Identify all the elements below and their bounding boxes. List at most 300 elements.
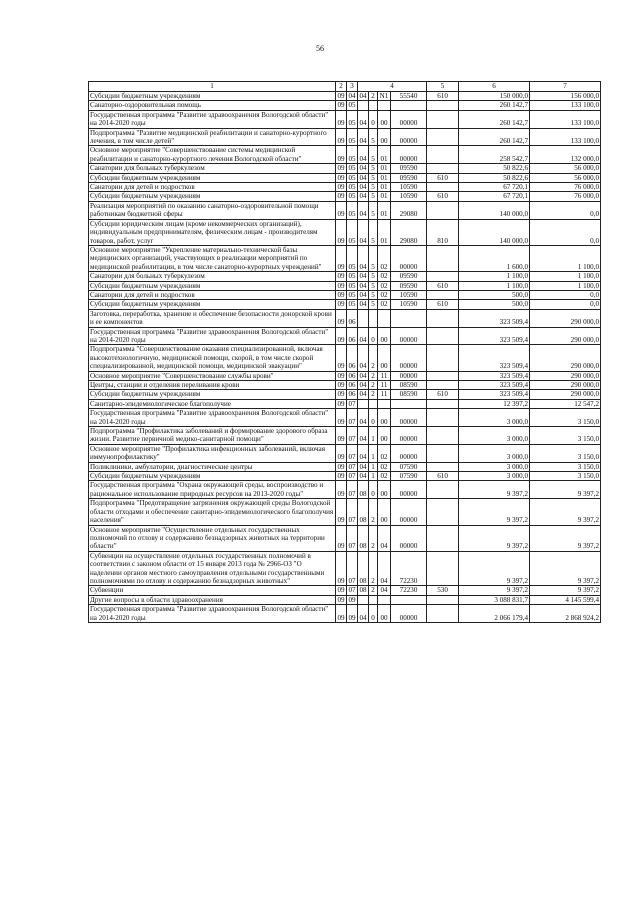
program-code: 04 <box>358 146 369 164</box>
program-code: 08 <box>358 525 369 551</box>
program-code: 08 <box>358 499 369 525</box>
header-cell: 3 <box>347 82 358 92</box>
expense-type-code <box>427 164 459 173</box>
row-name: Поликлиники, амбулатории, диагностические центры <box>89 462 336 471</box>
amount-year-2: 156 000,0 <box>530 92 601 101</box>
amount-year-1: 323 509,4 <box>459 327 530 345</box>
section-code: 09 <box>337 390 345 399</box>
amount-year-1: 258 542,7 <box>459 146 530 164</box>
subsection-code: 05 <box>348 101 356 110</box>
program-code: 04 <box>358 110 369 128</box>
amount-year-2: 133 100,0 <box>530 110 601 128</box>
activity-code: 01 <box>378 219 391 245</box>
subsection-code: 05 <box>347 201 358 219</box>
program-code: 04 <box>359 390 367 399</box>
table-row <box>89 101 601 110</box>
amount-year-2: 133 100,0 <box>530 128 601 146</box>
subsection-code: 07 <box>348 399 356 408</box>
subprogram-code: 2 <box>369 345 378 371</box>
table-row <box>89 499 601 525</box>
activity-code: 11 <box>378 371 391 380</box>
section-code: 09 <box>336 201 347 219</box>
row-name: Субсидии бюджетным учреждениям <box>89 92 336 101</box>
subprogram-code: 1 <box>369 472 378 481</box>
subprogram-code: 0 <box>369 605 378 623</box>
amount-year-2: 132 000,0 <box>530 146 601 164</box>
subsection-code: 05 <box>348 192 356 201</box>
header-cell: 2 <box>336 82 347 92</box>
section-code: 09 <box>336 444 347 462</box>
expense-type-code <box>427 481 459 499</box>
subprogram-code: 5 <box>369 300 378 309</box>
section-code: 09 <box>337 101 345 110</box>
program-code: 04 <box>358 219 369 245</box>
program-code: 08 <box>359 586 367 595</box>
activity-code: 00 <box>378 499 391 525</box>
program-code: 04 <box>359 192 367 201</box>
subprogram-code: 5 <box>369 183 378 192</box>
amount-year-2: 76 000,0 <box>530 183 601 192</box>
section-code: 09 <box>336 481 347 499</box>
activity-code: 00 <box>378 327 391 345</box>
subprogram-code: 0 <box>369 481 378 499</box>
section-code: 09 <box>336 551 347 586</box>
subsection-code: 09 <box>348 595 356 604</box>
expense-type-code <box>427 290 459 299</box>
program-code: 04 <box>359 371 367 380</box>
row-name: Основное мероприятие "Осуществление отдельных государственных полномочий по отлову и содержанию безнадзорных животных на территории области" <box>89 525 336 551</box>
amount-year-2: 290 000,0 <box>530 390 601 399</box>
subprogram-code: 2 <box>369 525 378 551</box>
amount-year-2: 12 547,2 <box>530 399 601 408</box>
amount-year-1: 500,0 <box>459 290 530 299</box>
expense-type-code <box>427 595 459 604</box>
amount-year-1: 3 088 831,7 <box>459 595 530 604</box>
direction-code: 09590 <box>391 272 427 281</box>
program-code <box>358 101 369 110</box>
direction-code: 07590 <box>391 462 427 471</box>
subsection-code: 07 <box>347 427 358 445</box>
direction-code: 07590 <box>391 472 427 481</box>
subprogram-code: 0 <box>369 409 378 427</box>
subsection-code: 07 <box>348 462 356 471</box>
row-name: Подпрограмма "Предотвращение загрязнения окружающей среды Вологодской области отходами и обеспечение санитарно-эпидемиологического благополучия населения" <box>89 499 336 525</box>
program-code: 04 <box>359 173 367 182</box>
activity-code: 00 <box>378 110 391 128</box>
amount-year-2: 56 000,0 <box>530 164 601 173</box>
amount-year-1: 67 720,1 <box>459 183 530 192</box>
program-code: 04 <box>358 128 369 146</box>
amount-year-1: 1 100,0 <box>459 272 530 281</box>
direction-code: 09590 <box>391 173 427 182</box>
direction-code: 09590 <box>391 281 427 290</box>
direction-code: 00000 <box>391 110 427 128</box>
subsection-code: 07 <box>348 472 356 481</box>
expense-type-code <box>427 146 459 164</box>
amount-year-1: 260 142,7 <box>459 128 530 146</box>
direction-code: 10590 <box>391 183 427 192</box>
activity-code: 02 <box>378 472 391 481</box>
row-name: Основное мероприятие "Профилактика инфекционных заболеваний, включая иммунопрофилактику" <box>89 444 336 462</box>
program-code <box>358 399 369 408</box>
table-row <box>89 128 601 146</box>
amount-year-2: 3 150,0 <box>530 444 601 462</box>
section-code: 09 <box>337 399 345 408</box>
activity-code: 00 <box>378 409 391 427</box>
amount-year-1: 9 397,2 <box>459 481 530 499</box>
amount-year-1: 9 397,2 <box>459 499 530 525</box>
amount-year-2: 290 000,0 <box>530 327 601 345</box>
section-code: 09 <box>336 409 347 427</box>
amount-year-2: 0,0 <box>530 290 601 299</box>
program-code: 04 <box>359 281 367 290</box>
activity-code <box>378 595 391 604</box>
program-code: 04 <box>358 444 369 462</box>
section-code: 09 <box>336 146 347 164</box>
expense-type-code <box>427 399 459 408</box>
subprogram-code <box>369 399 378 408</box>
subsection-code: 05 <box>348 290 356 299</box>
table-row <box>89 309 601 327</box>
expense-type-code: 810 <box>427 219 459 245</box>
subsection-code: 07 <box>348 586 356 595</box>
activity-code: 02 <box>378 300 391 309</box>
subsection-code: 06 <box>347 327 358 345</box>
expense-type-code <box>427 427 459 445</box>
table-row <box>89 345 601 371</box>
direction-code: 00000 <box>391 146 427 164</box>
expense-type-code <box>427 444 459 462</box>
section-code: 09 <box>337 173 345 182</box>
row-name: Подпрограмма "Совершенствование оказания специализированной, включая высокотехнологичную, медицинской помощи, скорой, в том числе скорой специализированной, медицинской помощи, медицинской эвакуации" <box>89 345 336 371</box>
expense-type-code: 610 <box>427 300 459 309</box>
activity-code: 02 <box>378 245 391 271</box>
direction-code: 00000 <box>391 605 427 623</box>
program-code: 04 <box>359 381 367 389</box>
direction-code: 09590 <box>391 164 427 173</box>
table-row <box>89 595 601 604</box>
table-row <box>89 444 601 462</box>
subprogram-code <box>369 101 378 110</box>
activity-code: 00 <box>378 481 391 499</box>
direction-code: 00000 <box>391 371 427 380</box>
amount-year-2: 0,0 <box>530 201 601 219</box>
activity-code: 00 <box>378 605 391 623</box>
expense-type-code <box>427 462 459 471</box>
amount-year-2: 56 000,0 <box>530 173 601 182</box>
direction-code: 00000 <box>391 345 427 371</box>
amount-year-2: 290 000,0 <box>530 371 601 380</box>
row-name: Субвенции <box>89 586 336 595</box>
section-code: 09 <box>337 272 345 281</box>
amount-year-2: 290 000,0 <box>530 381 601 390</box>
section-code: 09 <box>336 219 347 245</box>
section-code: 09 <box>337 300 345 309</box>
section-code: 09 <box>337 183 345 192</box>
activity-code: 01 <box>378 201 391 219</box>
program-code <box>358 595 369 604</box>
subsection-code: 06 <box>347 309 358 327</box>
row-name: Субсидии бюджетным учреждениям <box>89 300 336 309</box>
direction-code: 00000 <box>391 327 427 345</box>
program-code: 04 <box>359 462 367 471</box>
amount-year-1: 150 000,0 <box>459 92 530 101</box>
table-row <box>89 399 601 408</box>
subsection-code: 05 <box>348 272 356 281</box>
subprogram-code: 2 <box>369 390 378 399</box>
direction-code: 00000 <box>391 427 427 445</box>
table-row <box>89 281 601 290</box>
activity-code: 00 <box>378 128 391 146</box>
amount-year-1: 3 000,0 <box>459 427 530 445</box>
subsection-code: 05 <box>347 128 358 146</box>
header-cell: 6 <box>459 82 530 92</box>
section-code: 09 <box>337 381 345 389</box>
activity-code: 04 <box>378 525 391 551</box>
amount-year-1: 323 509,4 <box>459 345 530 371</box>
subprogram-code: 5 <box>369 201 378 219</box>
section-code: 09 <box>337 192 345 201</box>
expense-type-code: 610 <box>427 472 459 481</box>
row-name: Подпрограмма "Профилактика заболеваний и формирование здорового образа жизни. Развитие первичной медико-санитарной помощи" <box>89 427 336 445</box>
direction-code: 29080 <box>391 219 427 245</box>
table-row <box>89 173 601 182</box>
subprogram-code: 5 <box>369 281 378 290</box>
table-row <box>89 371 601 380</box>
direction-code: 00000 <box>391 128 427 146</box>
amount-year-1: 323 509,4 <box>459 309 530 327</box>
subsection-code: 07 <box>347 409 358 427</box>
amount-year-1: 1 100,0 <box>459 281 530 290</box>
amount-year-2: 9 397,2 <box>530 499 601 525</box>
amount-year-2: 3 150,0 <box>530 427 601 445</box>
header-cell: 4 <box>358 82 427 92</box>
row-name: Подпрограмма "Развитие медицинской реабилитации и санаторно-курортного лечения, в том числе детей" <box>89 128 336 146</box>
activity-code: 01 <box>378 183 391 192</box>
table-row <box>89 327 601 345</box>
table-row <box>89 409 601 427</box>
amount-year-2: 0,0 <box>530 219 601 245</box>
direction-code: 10590 <box>391 300 427 309</box>
expense-type-code <box>427 345 459 371</box>
row-name: Субсидии бюджетным учреждениям <box>89 173 336 182</box>
expense-type-code <box>427 183 459 192</box>
expense-type-code <box>427 128 459 146</box>
subprogram-code: 1 <box>369 444 378 462</box>
activity-code: 00 <box>378 345 391 371</box>
program-code: 04 <box>359 300 367 309</box>
program-code: 04 <box>359 164 367 173</box>
direction-code: 08590 <box>391 381 427 390</box>
expense-type-code <box>427 272 459 281</box>
row-name: Санитарно-эпидемиологическое благополучие <box>89 399 336 408</box>
section-code: 09 <box>336 605 347 623</box>
table-row <box>89 92 601 101</box>
activity-code <box>378 399 391 408</box>
table-row <box>89 462 601 471</box>
program-code <box>358 309 369 327</box>
subprogram-code: 5 <box>369 245 378 271</box>
table-row <box>89 427 601 445</box>
amount-year-2: 9 397,2 <box>530 551 601 586</box>
activity-code <box>378 101 391 110</box>
program-code: 04 <box>358 327 369 345</box>
subprogram-code: 5 <box>369 164 378 173</box>
section-code: 09 <box>337 164 345 173</box>
subprogram-code: 5 <box>369 128 378 146</box>
activity-code: 11 <box>378 381 391 390</box>
row-name: Субсидии бюджетным учреждениям <box>89 281 336 290</box>
program-code: 04 <box>359 472 367 481</box>
subprogram-code: 2 <box>369 371 378 380</box>
row-name: Государственная программа "Развитие здравоохранения Вологодской области" на 2014-2020 годы <box>89 110 336 128</box>
amount-year-2: 290 000,0 <box>530 309 601 327</box>
header-cell: 7 <box>530 82 601 92</box>
subsection-code: 05 <box>348 173 356 182</box>
amount-year-2: 9 397,2 <box>530 525 601 551</box>
activity-code: 04 <box>378 551 391 586</box>
direction-code: 00000 <box>391 409 427 427</box>
table-row <box>89 201 601 219</box>
amount-year-1: 500,0 <box>459 300 530 309</box>
subsection-code: 06 <box>347 345 358 371</box>
amount-year-1: 50 822,6 <box>459 164 530 173</box>
section-code: 09 <box>337 595 345 604</box>
section-code: 09 <box>337 281 345 290</box>
table-row <box>89 245 601 271</box>
amount-year-1: 323 509,4 <box>459 390 530 399</box>
direction-code: 72230 <box>391 586 427 595</box>
table-header-row <box>89 82 601 92</box>
section-code: 09 <box>336 499 347 525</box>
activity-code: 01 <box>378 173 391 182</box>
program-code: 04 <box>358 345 369 371</box>
direction-code: 00000 <box>391 499 427 525</box>
program-code: 04 <box>359 272 367 281</box>
direction-code: 00000 <box>391 525 427 551</box>
table-row <box>89 110 601 128</box>
subsection-code: 07 <box>347 481 358 499</box>
page-number: 56 <box>316 44 324 53</box>
expense-type-code <box>427 327 459 345</box>
amount-year-1: 9 397,2 <box>459 586 530 595</box>
section-code: 09 <box>336 525 347 551</box>
amount-year-1: 3 000,0 <box>459 472 530 481</box>
amount-year-1: 50 822,6 <box>459 173 530 182</box>
amount-year-1: 260 142,7 <box>459 110 530 128</box>
direction-code <box>391 101 427 110</box>
table-row <box>89 192 601 201</box>
row-name: Санатории для детей и подростков <box>89 183 336 192</box>
subsection-code: 05 <box>348 300 356 309</box>
direction-code: 08590 <box>391 390 427 399</box>
subsection-code: 04 <box>348 92 356 100</box>
amount-year-1: 67 720,1 <box>459 192 530 201</box>
row-name: Заготовка, переработка, хранение и обеспечение безопасности донорской крови и ее компонентов <box>89 309 336 327</box>
table-row <box>89 290 601 299</box>
expense-type-code <box>427 245 459 271</box>
program-code: 04 <box>359 92 367 100</box>
subsection-code: 07 <box>347 499 358 525</box>
expense-type-code <box>427 525 459 551</box>
subprogram-code: 0 <box>369 327 378 345</box>
program-code: 04 <box>359 183 367 192</box>
table-row <box>89 272 601 281</box>
direction-code: 72230 <box>391 551 427 586</box>
table-row <box>89 381 601 390</box>
program-code: 08 <box>358 551 369 586</box>
subprogram-code: 1 <box>369 427 378 445</box>
row-name: Субсидии юридическим лицам (кроме некоммерческих организаций), индивидуальным предпринимателям, физическим лицам - производителям товаров, работ, услуг <box>89 219 336 245</box>
subsection-code: 07 <box>347 444 358 462</box>
subprogram-code: 5 <box>369 173 378 182</box>
table-body <box>89 92 601 623</box>
subprogram-code: 5 <box>369 146 378 164</box>
table-row <box>89 164 601 173</box>
amount-year-2: 1 100,0 <box>530 281 601 290</box>
direction-code: 00000 <box>391 481 427 499</box>
subprogram-code <box>369 309 378 327</box>
subprogram-code: 5 <box>369 272 378 281</box>
row-name: Субсидии бюджетным учреждениям <box>89 390 336 399</box>
activity-code: N1 <box>378 92 391 101</box>
section-code: 09 <box>337 371 345 380</box>
activity-code: 00 <box>378 427 391 445</box>
section-code: 09 <box>336 427 347 445</box>
amount-year-1: 140 000,0 <box>459 219 530 245</box>
expense-type-code <box>427 371 459 380</box>
subprogram-code <box>369 595 378 604</box>
row-name: Государственная программа "Развитие здравоохранения Вологодской области" на 2014-2020 годы <box>89 409 336 427</box>
amount-year-2: 1 100,0 <box>530 272 601 281</box>
amount-year-2: 1 100,0 <box>530 245 601 271</box>
table-row <box>89 605 601 623</box>
subsection-code: 05 <box>348 183 356 192</box>
subprogram-code: 0 <box>369 110 378 128</box>
program-code: 04 <box>358 245 369 271</box>
section-code: 09 <box>337 472 345 481</box>
subprogram-code: 2 <box>369 92 378 101</box>
amount-year-1: 140 000,0 <box>459 201 530 219</box>
activity-code: 01 <box>378 192 391 201</box>
section-code: 09 <box>337 290 345 299</box>
direction-code: 00000 <box>391 245 427 271</box>
expense-type-code: 610 <box>427 390 459 399</box>
row-name: Субсидии бюджетным учреждениям <box>89 192 336 201</box>
expense-type-code: 610 <box>427 192 459 201</box>
activity-code: 02 <box>378 462 391 471</box>
amount-year-2: 3 150,0 <box>530 409 601 427</box>
subsection-code: 05 <box>347 219 358 245</box>
expense-type-code: 610 <box>427 92 459 101</box>
expense-type-code: 610 <box>427 173 459 182</box>
expense-type-code <box>427 499 459 525</box>
program-code: 04 <box>358 605 369 623</box>
table-row <box>89 300 601 309</box>
activity-code: 01 <box>378 146 391 164</box>
expense-type-code <box>427 110 459 128</box>
amount-year-1: 9 397,2 <box>459 551 530 586</box>
subsection-code: 05 <box>347 146 358 164</box>
header-cell: 1 <box>89 82 336 92</box>
program-code: 08 <box>358 481 369 499</box>
activity-code: 01 <box>378 164 391 173</box>
activity-code: 02 <box>378 444 391 462</box>
amount-year-1: 3 000,0 <box>459 462 530 471</box>
activity-code: 02 <box>378 290 391 299</box>
amount-year-1: 3 000,0 <box>459 409 530 427</box>
amount-year-2: 133 100,0 <box>530 101 601 110</box>
